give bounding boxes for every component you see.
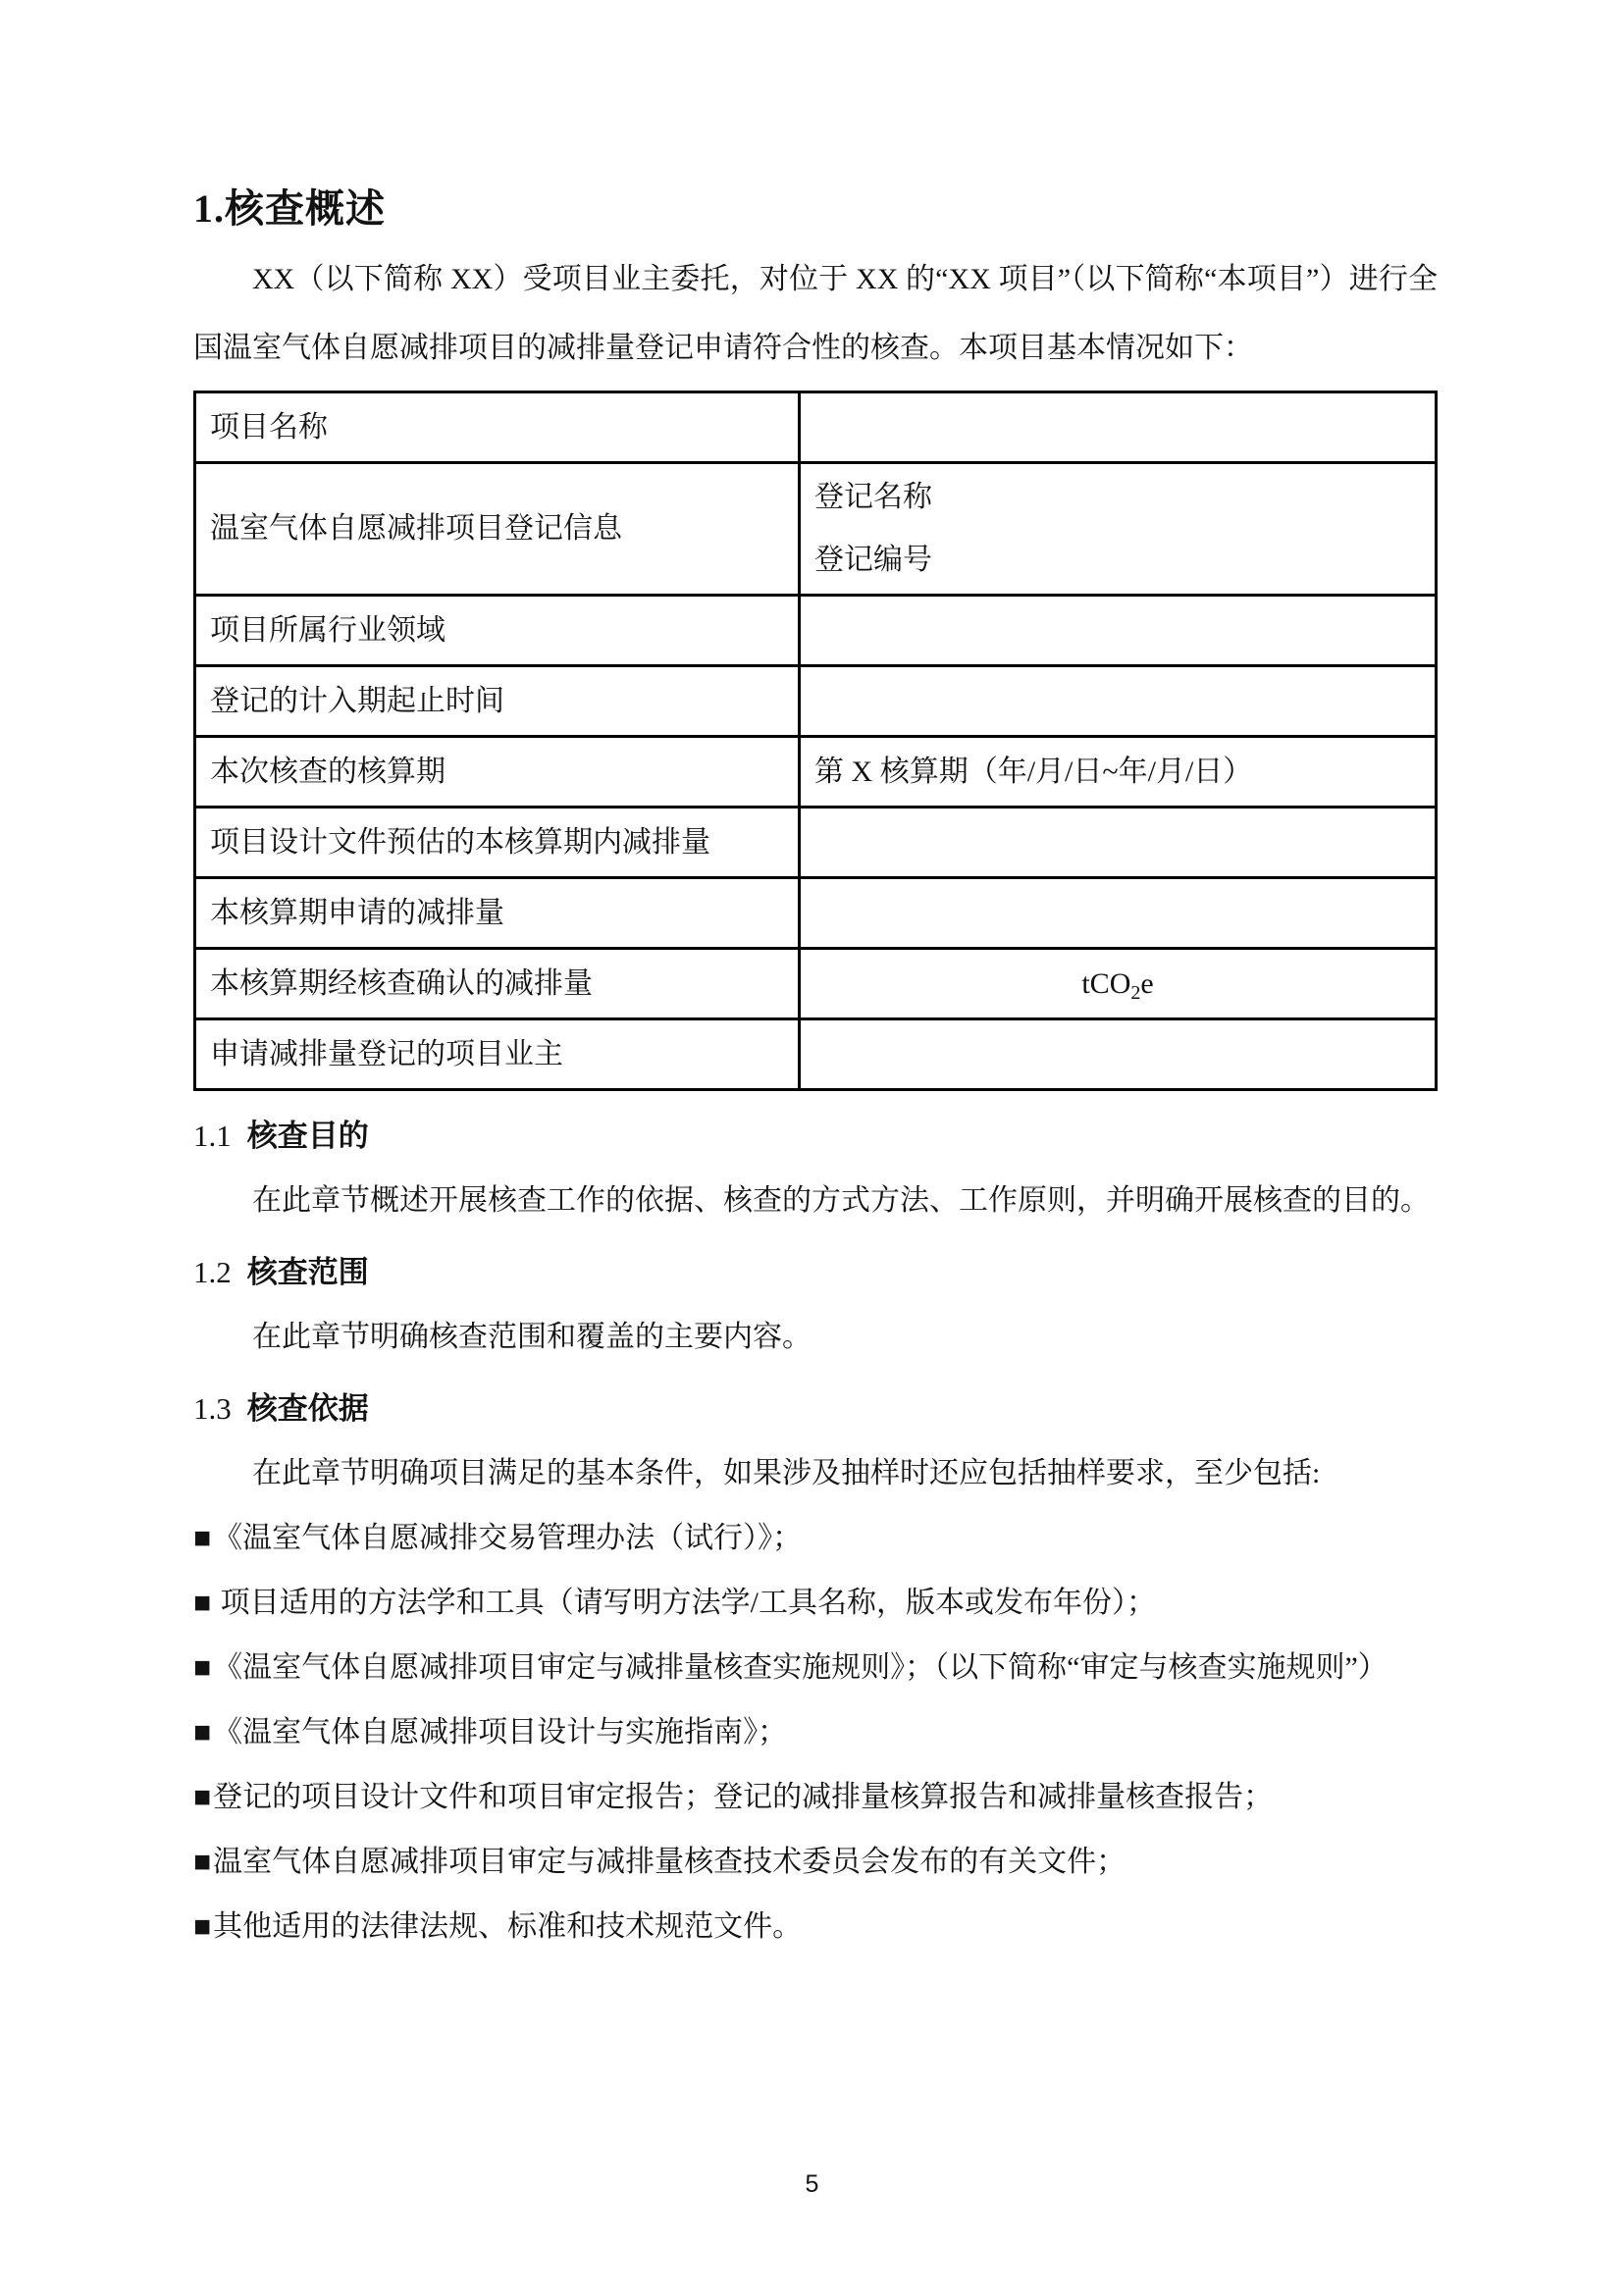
row-label: 登记的计入期起止时间 bbox=[195, 666, 800, 737]
row-label: 项目所属行业领域 bbox=[195, 596, 800, 666]
reference-text: 温室气体自愿减排项目审定与减排量核查技术委员会发布的有关文件； bbox=[213, 1846, 1126, 1878]
title-number: 1. bbox=[193, 186, 225, 231]
bullet-square-icon: ■ bbox=[193, 1587, 212, 1619]
reference-list bbox=[193, 1506, 1438, 1959]
registration-name-line: 登记名称 bbox=[814, 481, 933, 513]
section-body-1-2: 在此章节明确核查范围和覆盖的主要内容。 bbox=[252, 1321, 812, 1353]
table-row-crediting-period bbox=[195, 666, 1437, 737]
bullet-square-icon: ■ bbox=[193, 1716, 212, 1748]
row-label: 项目名称 bbox=[195, 392, 800, 463]
table-row-requested-reductions bbox=[195, 878, 1437, 949]
row-label: 本核算期经核查确认的减排量 bbox=[195, 949, 800, 1019]
intro-paragraph: XX（以下简称 XX）受项目业主委托，对位于 XX 的“XX 项目”（以下简称“本项目”）进行全国温室气体自愿减排项目的减排量登记申请符合性的核查。本项目基本情况如下： bbox=[193, 263, 1438, 364]
tco2e-pre: tCO bbox=[1081, 966, 1131, 1000]
table-row-project-owner bbox=[195, 1019, 1437, 1090]
reference-text: 《温室气体自愿减排交易管理办法（试行）》； bbox=[213, 1522, 803, 1554]
table-row-industry-sector bbox=[195, 596, 1437, 666]
list-item bbox=[193, 1571, 1438, 1636]
bullet-square-icon: ■ bbox=[193, 1781, 212, 1813]
title-text: 核查概述 bbox=[225, 187, 386, 231]
bullet-square-icon: ■ bbox=[193, 1846, 212, 1878]
reference-text: 《温室气体自愿减排项目审定与减排量核查实施规则》；（以下简称“审定与核查实施规则”） bbox=[213, 1651, 1388, 1684]
row-value bbox=[800, 666, 1437, 737]
tco2e-post: e bbox=[1140, 966, 1154, 1000]
reference-text: 其他适用的法律法规、标准和技术规范文件。 bbox=[213, 1910, 803, 1943]
section-body-1-3: 在此章节明确项目满足的基本条件，如果涉及抽样时还应包括抽样要求，至少包括: bbox=[252, 1457, 1321, 1489]
list-item bbox=[193, 1765, 1438, 1830]
row-value bbox=[800, 878, 1437, 949]
bullet-square-icon: ■ bbox=[193, 1522, 212, 1554]
reference-text: 《温室气体自愿减排项目设计与实施指南》； bbox=[213, 1716, 788, 1748]
reference-text: 项目适用的方法学和工具（请写明方法学/工具名称，版本或发布年份）； bbox=[213, 1587, 1156, 1619]
section-title: 核查依据 bbox=[246, 1391, 369, 1426]
bullet-square-icon: ■ bbox=[193, 1910, 212, 1943]
row-value bbox=[800, 463, 1437, 596]
section-number: 1.3 bbox=[193, 1391, 232, 1426]
row-value bbox=[800, 808, 1437, 878]
section-heading-1-1 bbox=[193, 1117, 1438, 1156]
section-heading-1-2 bbox=[193, 1253, 1438, 1292]
row-label: 本核算期申请的减排量 bbox=[195, 878, 800, 949]
section-number: 1.1 bbox=[193, 1119, 232, 1153]
row-value: 第 X 核算期（年/月/日~年/月/日） bbox=[800, 737, 1437, 808]
list-item bbox=[193, 1506, 1438, 1571]
row-label: 本次核查的核算期 bbox=[195, 737, 800, 808]
row-value bbox=[800, 596, 1437, 666]
section-heading-1-3 bbox=[193, 1389, 1438, 1429]
row-label: 申请减排量登记的项目业主 bbox=[195, 1019, 800, 1090]
table-row-verified-reductions bbox=[195, 949, 1437, 1019]
registration-number-line: 登记编号 bbox=[814, 544, 933, 576]
row-value-tco2e bbox=[800, 949, 1437, 1019]
table-row-monitoring-period bbox=[195, 737, 1437, 808]
list-item bbox=[193, 1636, 1438, 1700]
table-row-project-name bbox=[195, 392, 1437, 463]
row-value bbox=[800, 392, 1437, 463]
list-item bbox=[193, 1895, 1438, 1959]
reference-text: 登记的项目设计文件和项目审定报告；登记的减排量核算报告和减排量核查报告； bbox=[213, 1781, 1274, 1813]
row-value bbox=[800, 1019, 1437, 1090]
row-label: 项目设计文件预估的本核算期内减排量 bbox=[195, 808, 800, 878]
project-info-table bbox=[193, 391, 1438, 1091]
section-title: 核查范围 bbox=[246, 1255, 369, 1289]
row-label: 温室气体自愿减排项目登记信息 bbox=[195, 463, 800, 596]
tco2e-subscript: 2 bbox=[1130, 981, 1141, 1004]
section-number: 1.2 bbox=[193, 1255, 232, 1289]
section-body-1-1: 在此章节概述开展核查工作的依据、核查的方式方法、工作原则，并明确开展核查的目的。 bbox=[252, 1184, 1430, 1217]
list-item bbox=[193, 1830, 1438, 1895]
section-title: 核查目的 bbox=[246, 1119, 369, 1153]
table-row-estimated-reductions bbox=[195, 808, 1437, 878]
bullet-square-icon: ■ bbox=[193, 1651, 212, 1684]
page-number: 5 bbox=[805, 2170, 819, 2198]
page-title bbox=[193, 186, 1438, 232]
table-row-registration-info bbox=[195, 463, 1437, 596]
list-item bbox=[193, 1700, 1438, 1765]
